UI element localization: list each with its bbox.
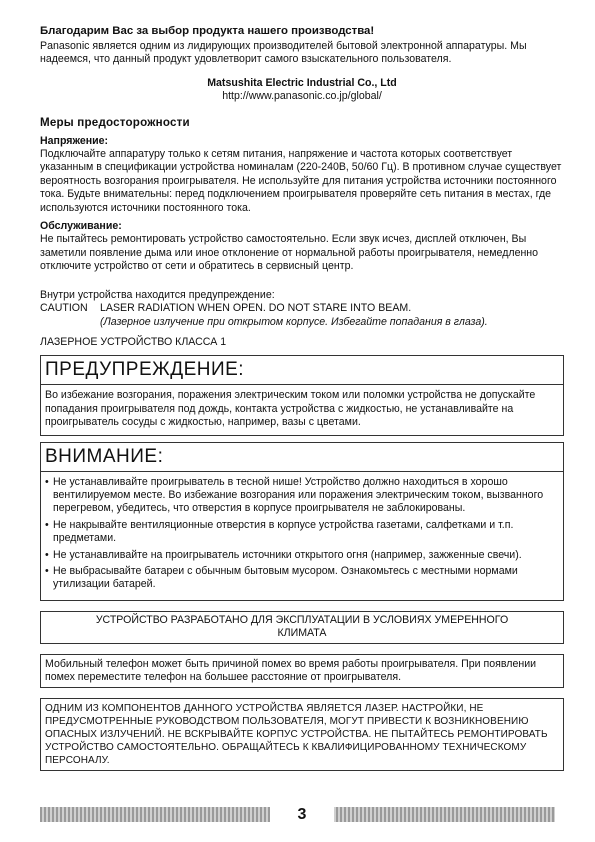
attention-title: ВНИМАНИЕ: [45, 445, 164, 467]
footer-bar-right [334, 807, 555, 822]
caution-block [40, 302, 564, 329]
laser-class: ЛАЗЕРНОЕ УСТРОЙСТВО КЛАССА 1 [40, 335, 227, 348]
caution-intro: Внутри устройства находится предупреждение: [40, 288, 275, 301]
service-text: Не пытайтесь ремонтировать устройство самостоятельно. Если звук исчез, дисплей отключен, Вы заметили появление дыма или иное отклонение от нормальной работы проигрывателя, немедленно отключите устройство от сети и обратитесь в сервисный центр. [40, 233, 539, 273]
attention-box [40, 442, 564, 601]
page-number: 3 [297, 806, 307, 823]
bullet-icon: • [45, 518, 49, 531]
bullet-icon: • [45, 475, 49, 488]
caution-label: CAUTION [40, 302, 88, 315]
warning-title: ПРЕДУПРЕЖДЕНИЕ: [45, 359, 245, 381]
voltage-title: Напряжение: [40, 134, 109, 147]
bullet-icon: • [45, 548, 49, 561]
company-url: http://www.panasonic.co.jp/global/ [222, 90, 382, 103]
list-item: • Не выбрасывайте батареи с обычным бытовым мусором. Ознакомьтесь с местными нормами утилизации батарей. [45, 564, 518, 591]
voltage-text: Подключайте аппаратуру только к сетям питания, напряжение и частота которых соответствует указанным в спецификации устройства номиналам (220-240В, 50/60 Гц). В противном случае существует вероятность возгорания проигрывателя. Не используйте для питания устройства источники постоянного тока. Будьте внимательны: перед подключением проигрывателя проверяйте сеть питания в местах, где используются источники постоянного тока. [40, 148, 562, 214]
phone-note: Мобильный телефон может быть причиной помех во время работы проигрывателя. При появлении помех переместите телефон на большее расстояние от проигрывателя. [45, 657, 537, 683]
caution-translation: (Лазерное излучение при открытом корпусе. Избегайте попадания в глаза). [100, 315, 488, 328]
intro-text: Panasonic является одним из лидирующих производителей бытовой электронной аппаратуры. Мы надеемся, что данный продукт удовлетворит самого взыскательного пользователя. [40, 40, 527, 66]
warning-text: Во избежание возгорания, поражения электрическим током или поломки устройства не допускайте попадания проигрывателя под дождь, контакта устройства с жидкостью, не устанавливайте на проигрыватель сосуды с жидкостью, например, вазы с цветами. [45, 389, 536, 429]
climate-note: УСТРОЙСТВО РАЗРАБОТАНО ДЛЯ ЭКСПЛУАТАЦИИ В УСЛОВИЯХ УМЕРЕННОГО КЛИМАТА [95, 613, 509, 640]
phone-box [40, 654, 564, 689]
list-item: • Не устанавливайте на проигрыватель источники открытого огня (например, зажженные свечи). [45, 548, 522, 561]
footer-bar-left [40, 807, 270, 822]
list-item: • Не устанавливайте проигрыватель в тесной нише! Устройство должно находиться в хорошо вентилируемом месте. Во избежание возгорания или поражения электрическим током, вызванного перегревом, убедитесь, что отверстия в корпусе проигрывателя не заблокированы. [45, 475, 544, 515]
page-footer [40, 804, 555, 825]
service-title: Обслуживание: [40, 220, 122, 233]
attention-body [41, 471, 563, 597]
laser-box [40, 698, 564, 771]
thanks-title: Благодарим Вас за выбор продукта нашего производства! [40, 25, 375, 37]
caution-content [100, 302, 488, 329]
caution-text: LASER RADIATION WHEN OPEN. DO NOT STARE INTO BEAM. [100, 302, 412, 315]
manual-page [40, 24, 564, 771]
climate-box [40, 611, 564, 644]
warning-body [41, 384, 563, 431]
list-item: • Не накрывайте вентиляционные отверстия в корпусе устройства газетами, салфетками и т.п. предметами. [45, 518, 514, 545]
bullet-icon: • [45, 564, 49, 577]
precautions-title: Меры предосторожности [40, 115, 190, 129]
laser-note: ОДНИМ ИЗ КОМПОНЕНТОВ ДАННОГО УСТРОЙСТВА ЯВЛЯЕТСЯ ЛАЗЕР. НАСТРОЙКИ, НЕ ПРЕДУСМОТРЕННЫЕ РУКОВОДСТВОМ ПОЛЬЗОВАТЕЛЯ, МОГУТ ПРИВЕСТИ К ВОЗНИКНОВЕНИЮ ОПАСНЫХ ИЗЛУЧЕНИЙ. НЕ ВСКРЫВАЙТЕ КОРПУС УСТРОЙСТВА. НЕ ПЫТАЙТЕСЬ РЕМОНТИРОВАТЬ УСТРОЙСТВО САМОСТОЯТЕЛЬНО. ОБРАЩАЙТЕСЬ К КВАЛИФИЦИРОВАННОМУ ТЕХНИЧЕСКОМУ ПЕРСОНАЛУ. [45, 703, 548, 767]
company-name: Matsushita Electric Industrial Co., Ltd [207, 76, 397, 89]
warning-box [40, 355, 564, 435]
